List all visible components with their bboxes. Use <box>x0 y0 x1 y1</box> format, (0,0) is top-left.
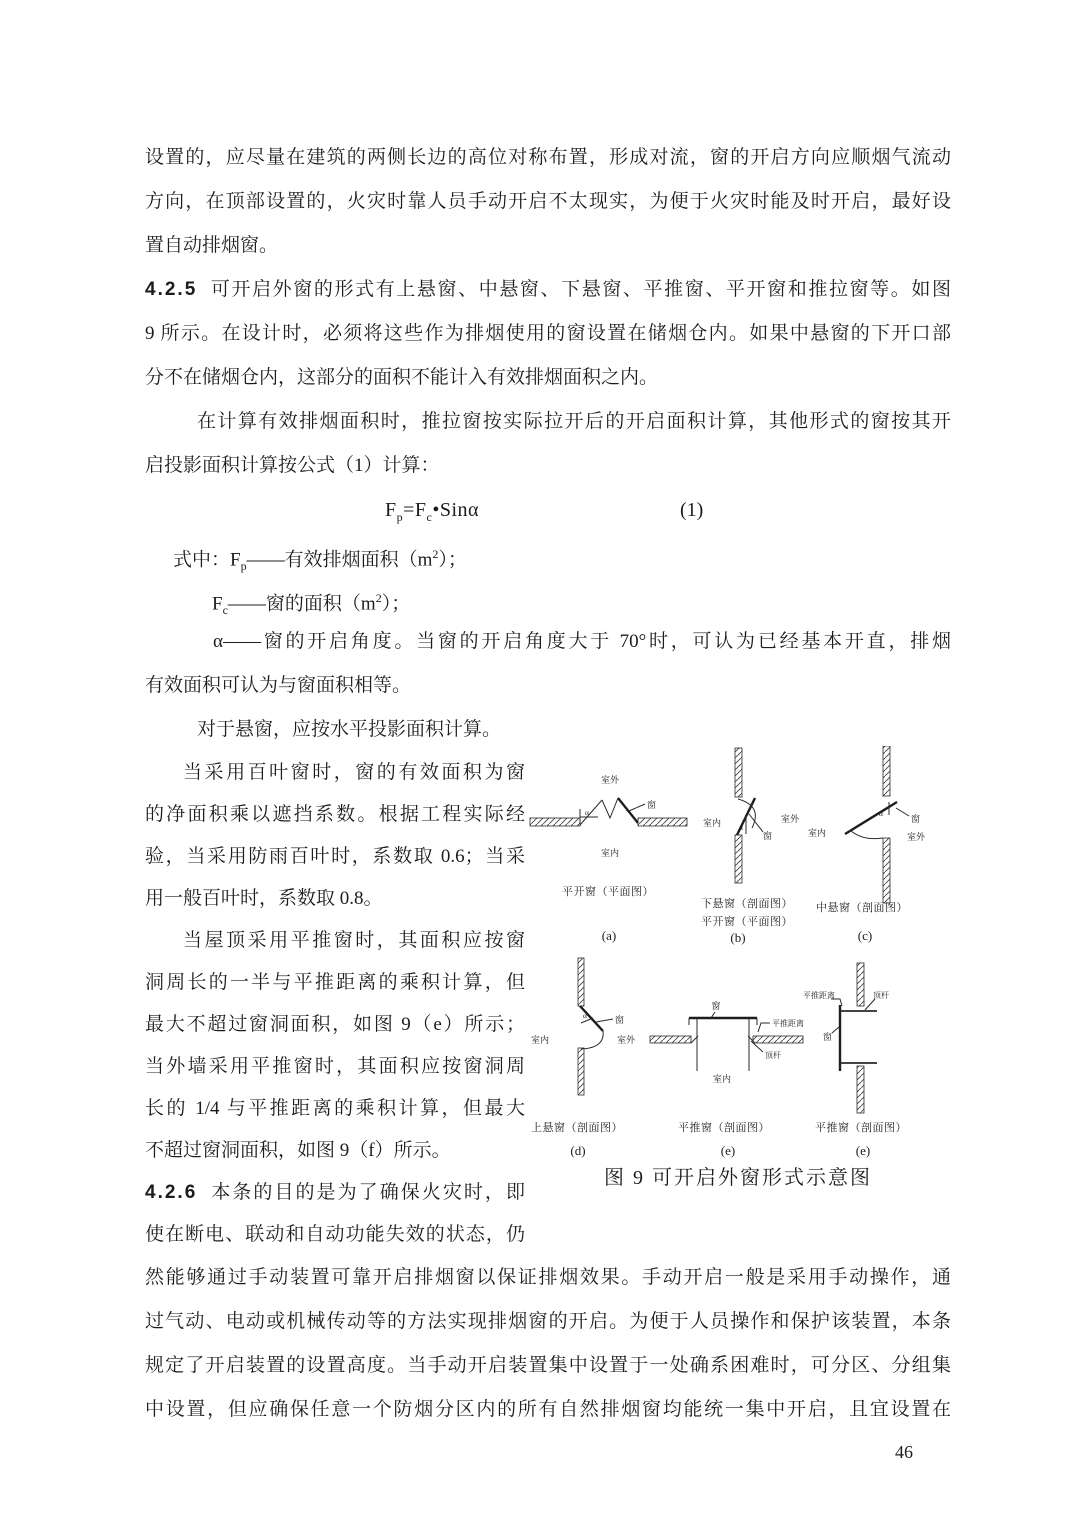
section-4-2-5-line-2: 9 所示。在设计时，必须将这些作为排烟使用的窗设置在储烟仓内。如果中悬窗的下开口部 <box>145 323 951 344</box>
section-4-2-6-line-2: 使在断电、联动和自动功能失效的状态，仍 <box>145 1224 525 1245</box>
calc-line-1: 在计算有效排烟面积时，推拉窗按实际拉开后的开启面积计算，其他形式的窗按其开 <box>197 411 951 432</box>
diagram-f-push-wall-section <box>803 963 907 1158</box>
push-rod-label: 顶杆 <box>873 991 889 1000</box>
outside-label: 室外 <box>907 832 926 842</box>
where-line-fc: $F_c——$窗的面积$(m^2)$； <box>212 591 411 618</box>
diagram-e-push-roof-section <box>650 1000 804 1158</box>
diagram-e-tag: (e) <box>720 1143 736 1158</box>
inside-label: 室内 <box>808 828 827 838</box>
col-line-6: 洞周长的一半与平推距离的乘积计算，但 <box>145 972 525 993</box>
section-text: 可开启外窗的形式有上悬窗、中悬窗、下悬窗、平推窗、平开窗和推拉窗等。如图 <box>209 279 951 300</box>
window-label: 窗 <box>647 800 657 810</box>
col-line-5: 当屋顶采用平推窗时，其面积应按窗 <box>183 930 525 951</box>
diagram-b-caption-1: 下悬窗（剖面图） <box>701 898 793 910</box>
section-number-4-2-6: 4.2.6 <box>145 1182 198 1203</box>
diagram-d-top-hung-section <box>531 958 636 1158</box>
outside-label: 室外 <box>617 1035 636 1045</box>
alpha-label: α <box>879 809 883 818</box>
bottom-line-4: 中设置，但应确保任意一个防烟分区内的所有自然排烟窗均能统一集中开启，且宜设置在 <box>145 1399 951 1420</box>
col-line-3: 验，当采用防雨百叶时，系数取 0.6；当采 <box>145 846 525 867</box>
push-distance-label: 平推距离 <box>772 1019 804 1028</box>
col-line-2: 的净面积乘以遮挡系数。根据工程实际经 <box>145 804 525 825</box>
hanging-window-line: 对于悬窗，应按水平投影面积计算。 <box>197 719 502 740</box>
diagram-f-tag: (e) <box>855 1143 871 1158</box>
figure-9 <box>525 746 951 1190</box>
col-line-8: 当外墙采用平推窗时，其面积应按窗洞周 <box>145 1056 525 1077</box>
intro-line-1: 设置的，应尽量在建筑的两侧长边的高位对称布置，形成对流，窗的开启方向应顺烟气流动 <box>145 147 951 168</box>
where-line-alpha-cont: 有效面积可认为与窗面积相等。 <box>145 675 412 696</box>
formula-row <box>145 488 951 532</box>
section-4-2-5-line-3: 分不在储烟仓内，这部分的面积不能计入有效排烟面积之内。 <box>145 367 659 388</box>
col-line-1: 当采用百叶窗时，窗的有效面积为窗 <box>183 762 525 783</box>
figure-caption: 图 9 可开启外窗形式示意图 <box>604 1167 872 1189</box>
section-4-2-6-line-1 <box>145 1172 525 1214</box>
diagram-d-caption: 上悬窗（剖面图） <box>531 1122 623 1134</box>
diagram-a-caption: 平开窗（平面图） <box>562 886 654 898</box>
section-4-2-5-line-1 <box>145 268 951 312</box>
figure-9-diagrams <box>525 746 951 1159</box>
calc-line-2: 启投影面积计算按公式（1）计算： <box>145 455 440 476</box>
alpha-label: α <box>739 823 743 832</box>
where-line-alpha: α——窗的开启角度。当窗的开启角度大于 70°时，可认为已经基本开直，排烟 <box>213 631 951 652</box>
diagram-c-caption: 中悬窗（剖面图） <box>816 902 908 914</box>
intro-line-3: 置自动排烟窗。 <box>145 235 279 256</box>
col-line-10: 不超过窗洞面积，如图 9（f）所示。 <box>145 1140 451 1161</box>
diagram-c-center-pivot-section <box>808 746 926 943</box>
window-label: 窗 <box>763 831 773 841</box>
window-label: 窗 <box>911 814 921 824</box>
inside-label: 室内 <box>703 818 722 828</box>
section-text: 本条的目的是为了确保火灾时，即 <box>209 1182 525 1203</box>
push-distance-label: 平推距离 <box>803 991 835 1000</box>
col-line-4: 用一般百叶时，系数取 0.8。 <box>145 888 383 909</box>
diagram-c-tag: (c) <box>857 928 873 943</box>
formula-expression: $F_p=F_c•Sin\alpha$ <box>385 499 480 524</box>
diagram-e-caption: 平推窗（剖面图） <box>678 1122 770 1134</box>
page-number: 46 <box>895 1442 913 1462</box>
window-label: 窗 <box>823 1032 833 1042</box>
section-number-4-2-5: 4.2.5 <box>145 279 198 300</box>
outside-label: 室外 <box>600 775 620 785</box>
push-rod-label: 顶杆 <box>765 1051 781 1060</box>
diagram-b-caption-2: 平开窗（平面图） <box>701 916 793 928</box>
inside-label: 室内 <box>531 1035 550 1045</box>
inside-label: 室内 <box>600 848 620 858</box>
diagram-a-casement-plan <box>530 774 687 943</box>
page-content <box>145 136 951 1463</box>
formula-number: (1) <box>680 499 704 521</box>
diagram-f-caption: 平推窗（剖面图） <box>815 1122 907 1134</box>
col-line-9: 长的 1/4 与平推距离的乘积计算，但最大 <box>145 1098 525 1119</box>
alpha-label: α <box>585 808 589 817</box>
window-label: 窗 <box>615 1015 625 1025</box>
left-column <box>145 752 525 1256</box>
col-line-7: 最大不超过窗洞面积，如图 9（e）所示； <box>145 1014 525 1035</box>
bottom-line-2: 过气动、电动或机械传动等的方法实现排烟窗的开启。为便于人员操作和保护该装置，本条 <box>145 1311 951 1332</box>
inside-label: 室内 <box>712 1074 732 1084</box>
where-line-fp: 式中：$F_p——$有效排烟面积$(m^2)$； <box>173 547 467 574</box>
bottom-line-3: 规定了开启装置的设置高度。当手动开启装置集中设置于一处确系困难时，可分区、分组集 <box>145 1355 951 1376</box>
diagram-b-bottom-hung-section <box>701 748 800 945</box>
bottom-line-1: 然能够通过手动装置可靠开启排烟窗以保证排烟效果。手动开启一般是采用手动操作，通 <box>145 1267 951 1288</box>
diagram-b-tag: (b) <box>730 930 746 945</box>
window-label: 窗 <box>711 1001 721 1011</box>
diagram-d-tag: (d) <box>570 1143 586 1158</box>
text-figure-wrap <box>145 752 951 1256</box>
diagram-a-tag: (a) <box>601 928 617 943</box>
alpha-label: α <box>583 1011 587 1020</box>
intro-line-2: 方向，在顶部设置的，火灾时靠人员手动开启不太现实，为便于火灾时能及时开启，最好设 <box>145 191 951 212</box>
outside-label: 室外 <box>781 814 800 824</box>
